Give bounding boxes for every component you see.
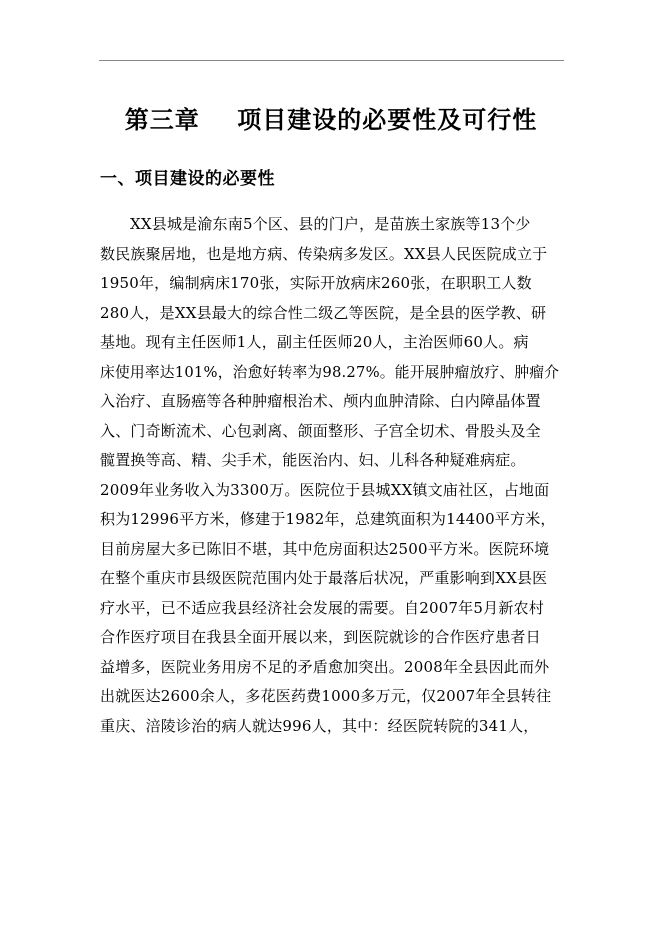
body-paragraph xyxy=(100,210,562,741)
paragraph-line: 280人，是XX县最大的综合性二级乙等医院，是全县的医学教、研 xyxy=(100,303,547,322)
paragraph-line: 髋置换等高、精、尖手术，能医治内、妇、儿科各种疑难病症。 xyxy=(100,451,526,469)
paragraph-line: 疗水平，已不适应我县经济社会发展的需要。自2007年5月新农村 xyxy=(100,598,544,617)
paragraph-line: 积为12996平方米，修建于1982年，总建筑面积为14400平方米， xyxy=(100,510,556,528)
paragraph-line: 合作医疗项目在我县全面开展以来，到医院就诊的合作医疗患者日 xyxy=(100,628,541,646)
paragraph-line: 入、门奇断流术、心包剥离、颌面整形、子宫全切术、骨股头及全 xyxy=(100,421,541,440)
paragraph-line: XX县城是渝东南5个区、县的门户，是苗族土家族等13个少 xyxy=(130,215,531,233)
paragraph-line: 在整个重庆市县级医院范围内处于最落后状况，严重影响到XX县医 xyxy=(100,569,548,587)
paragraph-line: 入治疗、直肠癌等各种肿瘤根治术、颅内血肿清除、白内障晶体置 xyxy=(100,392,541,410)
chapter-title: 第三章 项目建设的必要性及可行性 xyxy=(124,105,538,134)
paragraph-line: 数民族聚居地，也是地方病、传染病多发区。XX县人民医院成立于 xyxy=(100,244,548,263)
header-rule xyxy=(99,60,564,61)
paragraph-line: 重庆、涪陵诊治的病人就达996人，其中：经医院转院的341人， xyxy=(100,716,539,735)
section-heading: 一、项目建设的必要性 xyxy=(100,169,275,189)
paragraph-line: 益增多，医院业务用房不足的矛盾愈加突出。2008年全县因此而外 xyxy=(100,657,550,676)
paragraph-line: 基地。现有主任医师1人，副主任医师20人，主治医师60人。病 xyxy=(100,333,529,351)
paragraph-line: 2009年业务收入为3300万。医院位于县城XX镇文庙社区，占地面 xyxy=(100,480,550,499)
paragraph-line: 1950年，编制病床170张，实际开放病床260张，在职职工人数 xyxy=(100,274,532,292)
paragraph-line: 出就医达2600余人，多花医药费1000多万元，仅2007年全县转往 xyxy=(100,687,552,705)
paragraph-line: 目前房屋大多已陈旧不堪，其中危房面积达2500平方米。医院环境 xyxy=(100,539,550,558)
paragraph-line: 床使用率达101%，治愈好转率为98.27%。能开展肿瘤放疗、肿瘤介 xyxy=(100,363,560,381)
